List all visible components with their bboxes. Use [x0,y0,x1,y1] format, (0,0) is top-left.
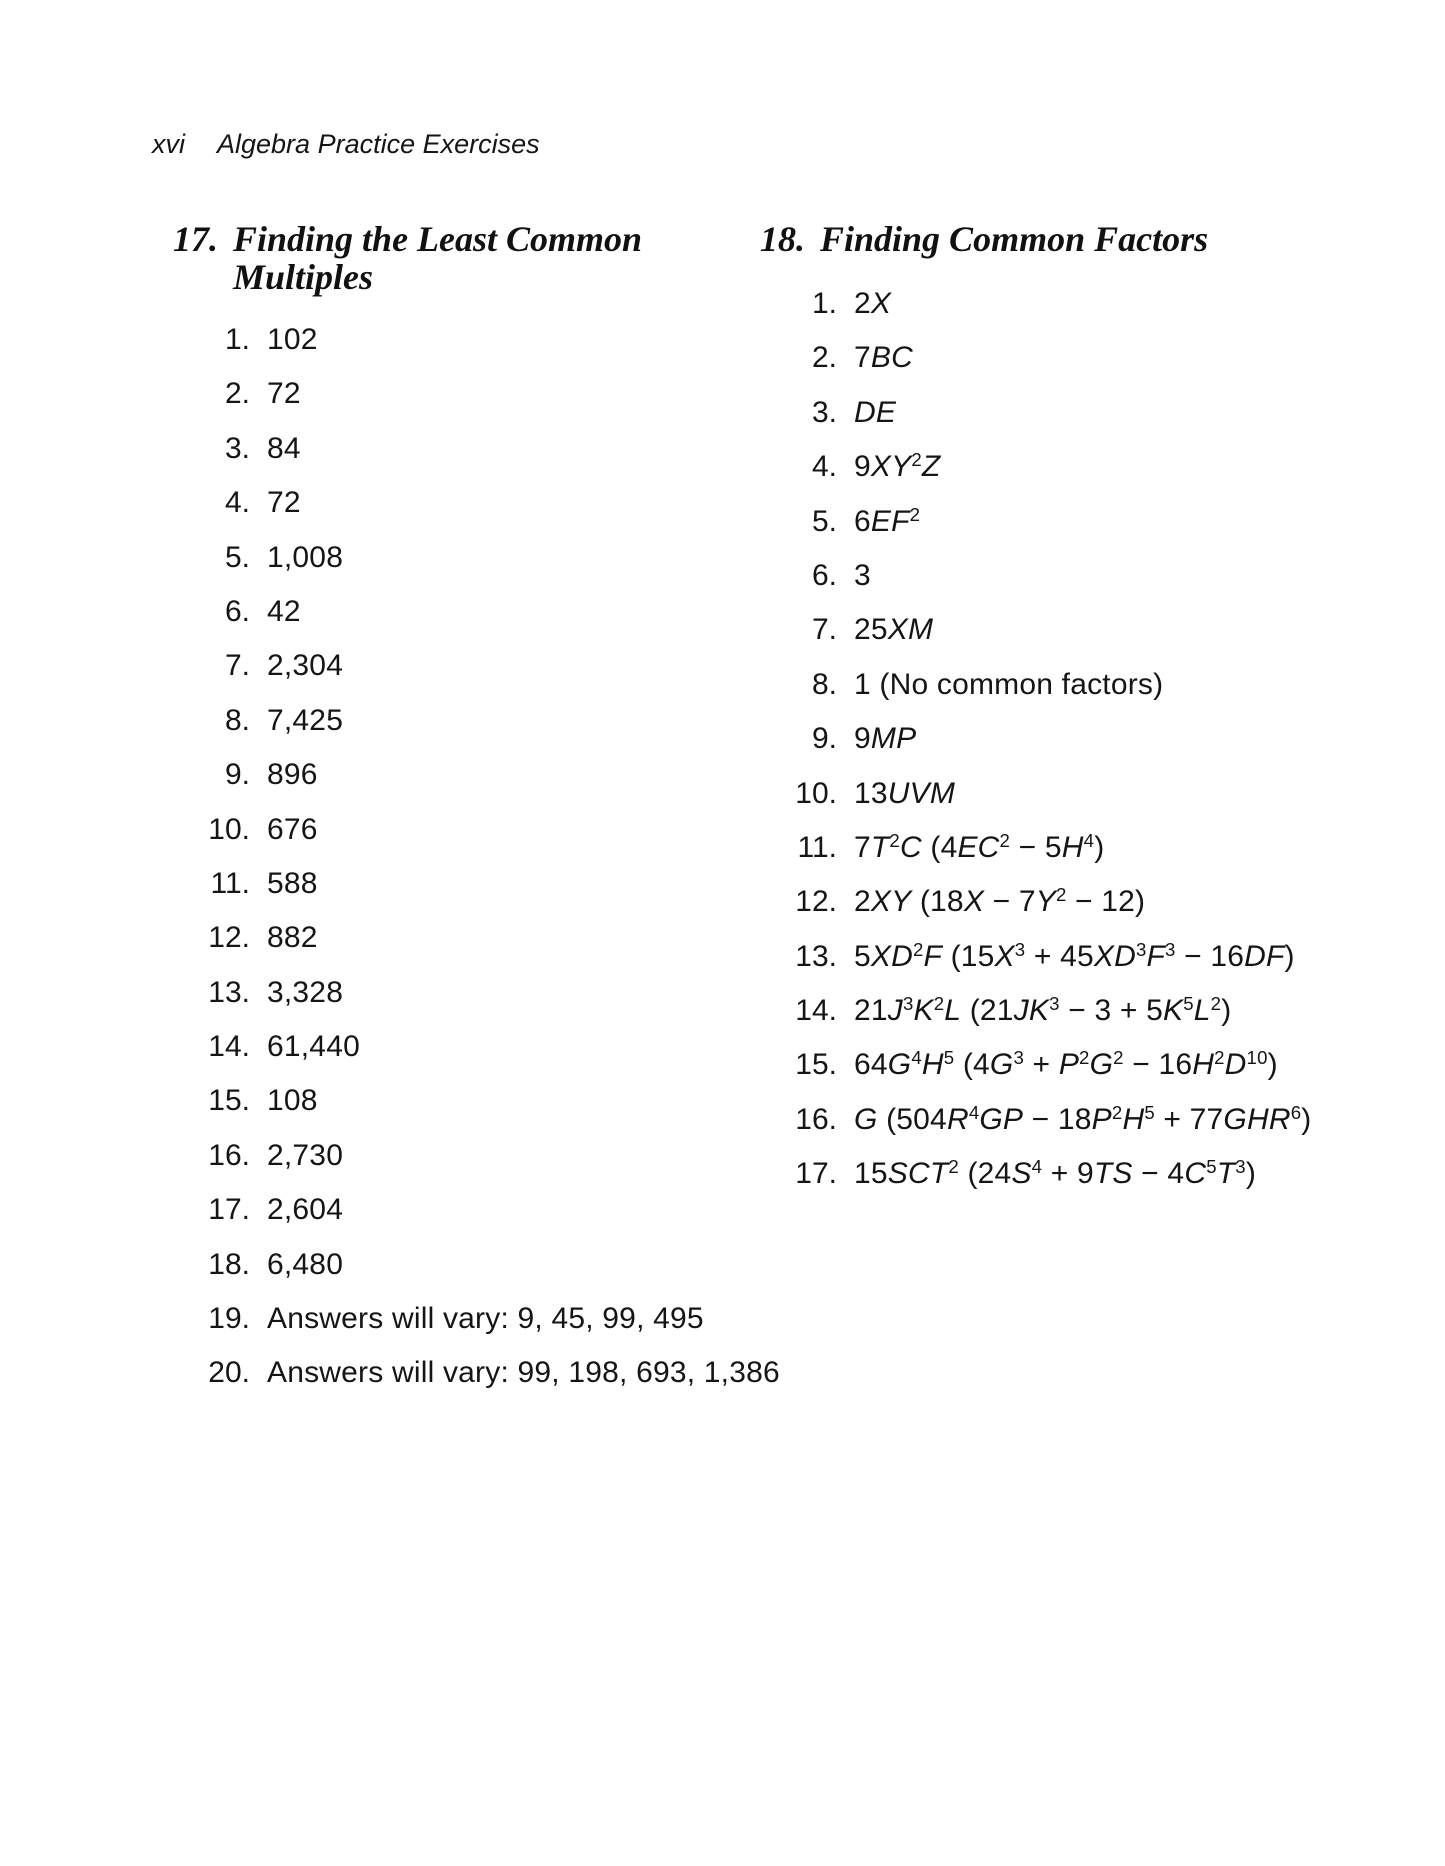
text: ) [1094,830,1105,864]
item-answer [854,984,1231,1038]
item-number: 1. [224,323,250,356]
answer-item [757,1093,1311,1147]
text: 61,440 [267,1030,360,1064]
running-head [152,130,540,160]
answer-item [757,821,1311,875]
variable: L [1193,994,1211,1028]
text: (4 [921,830,958,864]
variable: EF [870,504,910,538]
exponent: 3 [1049,992,1060,1014]
variable: K [1163,994,1184,1028]
exponent: 2 [889,829,900,851]
text: + 9 [1042,1157,1094,1191]
answer-item [757,331,1311,385]
item-answer [267,531,343,585]
text: Answers will vary: 9, 45, 99, 495 [267,1302,704,1336]
text: − 16 [1123,1048,1193,1082]
text: 42 [267,594,301,628]
item-number: 18. [208,1247,250,1281]
text: 882 [267,921,318,955]
text: − 18 [1023,1102,1092,1136]
answer-item [757,712,1311,766]
item-number: 12. [795,885,837,919]
text: + 77 [1154,1102,1224,1136]
item-answer [854,930,1295,984]
text: (21 [961,994,1014,1028]
item-answer [267,476,301,530]
text: 72 [267,377,301,411]
item-answer [854,712,916,766]
variable: TS [1093,1157,1133,1191]
text: ) [1245,1157,1257,1191]
answer-item [170,857,780,911]
item-answer [267,1292,704,1346]
item-number: 16. [795,1102,837,1136]
variable: C [1184,1157,1207,1191]
text: Answers will vary: 99, 198, 693, 1,386 [267,1356,780,1390]
section-17-heading [173,220,703,296]
text: (504 [877,1102,947,1136]
item-number: 16. [208,1138,250,1172]
item-answer [267,1183,343,1237]
variable: EC [957,830,1000,864]
answer-item [170,422,780,476]
item-number: 14. [795,994,837,1028]
section-title: Finding the Least Common Multiples [233,219,643,297]
text: 102 [267,323,318,356]
text: 13 [854,776,888,810]
item-answer [854,549,871,603]
book-title: Algebra Practice Exercises [217,129,540,159]
item-answer [854,1147,1256,1201]
answer-item [170,966,780,1020]
variable: D [1224,1048,1247,1082]
text: 6 [854,504,871,538]
item-answer [854,277,891,331]
item-answer [267,966,343,1020]
item-answer [267,422,301,476]
exponent: 6 [1290,1101,1302,1123]
answer-item [170,1183,780,1237]
item-number: 3. [811,395,837,429]
section-number: 17. [173,219,218,259]
item-number: 10. [208,812,250,846]
answer-item [757,1147,1311,1201]
variable: BC [870,341,913,375]
variable: H [1061,830,1084,864]
item-number: 14. [208,1030,250,1064]
text: ) [1267,1048,1278,1082]
variable: C [899,830,922,864]
variable: SCT [887,1157,949,1191]
item-number: 7. [811,613,837,647]
text: 5 [854,939,871,973]
variable: X [963,885,985,919]
text: 15 [854,1157,888,1191]
item-answer [854,603,933,657]
exponent: 4 [1083,829,1095,851]
answer-item [757,875,1311,929]
item-number: 6. [224,594,250,628]
item-number: 7. [224,649,250,683]
variable: T [1216,1157,1236,1191]
answer-item [170,1292,780,1346]
exponent: 3 [1235,1156,1246,1178]
answer-item [170,911,780,965]
answer-item [170,585,780,639]
exponent: 2 [909,503,921,525]
answer-item [170,1074,780,1128]
answer-item [170,531,780,585]
item-answer [854,440,940,494]
answer-item [170,694,780,748]
exponent: 3 [1013,1047,1025,1069]
item-answer [854,875,1145,929]
item-answer [267,857,318,911]
exponent: 5 [1206,1156,1217,1178]
text: ) [1221,994,1232,1028]
text: 2 [854,287,871,320]
item-answer [267,313,318,367]
answer-list-17 [170,313,780,1401]
variable: X [994,939,1015,973]
variable: Y [1035,885,1056,919]
text: 7 [854,341,871,375]
item-answer [267,1238,343,1292]
variable: H [1122,1102,1145,1136]
text: ) [1301,1102,1312,1136]
item-number: 9. [224,758,250,792]
exponent: 2 [1214,1047,1225,1069]
item-answer [267,911,318,965]
item-answer [267,694,343,748]
text: (24 [958,1157,1012,1191]
item-answer [854,1093,1311,1147]
text: 84 [267,431,301,465]
item-number: 11. [797,830,837,864]
item-answer [854,331,913,385]
variable: F [1146,939,1166,973]
answer-item [757,1038,1311,1092]
exponent: 3 [1165,938,1176,960]
variable: R [946,1102,969,1136]
item-number: 11. [210,866,250,900]
variable: DF [1244,939,1285,973]
item-answer [854,767,955,821]
item-answer [854,658,1163,712]
exponent: 2 [1113,1047,1124,1069]
item-answer [854,495,920,549]
text: + 45 [1025,939,1094,973]
answer-item [170,1346,780,1400]
section-number: 18. [760,219,805,259]
variable: G [854,1102,878,1136]
variable: H [921,1048,944,1082]
exponent: 5 [943,1047,955,1069]
item-answer [267,748,318,802]
text: − 16 [1175,939,1245,973]
item-answer [267,639,343,693]
exponent: 3 [1014,938,1026,960]
exponent: 2 [948,1156,959,1178]
exponent: 4 [968,1101,980,1123]
exponent: 2 [1079,1047,1090,1069]
item-number: 5. [224,540,250,574]
text: (15 [942,939,995,973]
text: 21 [854,994,888,1028]
item-number: 15. [208,1084,250,1118]
exponent: 2 [933,992,945,1014]
variable: XD [1093,939,1136,973]
item-number: 15. [795,1048,837,1082]
item-answer [267,1074,318,1128]
answer-item [170,313,780,367]
text: − 3 + 5 [1059,994,1164,1028]
variable: MP [870,722,917,756]
variable: XY [870,885,912,919]
answer-item [757,603,1311,657]
text: − 12) [1066,885,1146,919]
item-number: 2. [811,341,837,375]
item-answer [267,1346,780,1400]
answer-item [170,1020,780,1074]
item-answer [267,803,318,857]
item-number: 17. [795,1157,837,1191]
item-number: 8. [224,703,250,737]
exponent: 2 [999,829,1011,851]
answer-item [170,748,780,802]
answer-item [170,1238,780,1292]
exponent: 5 [1144,1101,1155,1123]
answer-item [757,930,1311,984]
variable: P [1091,1102,1112,1136]
variable: G [887,1048,912,1082]
exponent: 2 [911,448,922,470]
item-answer [267,367,301,421]
text: ) [1284,939,1295,973]
answer-item [757,440,1311,494]
variable: GHR [1223,1102,1291,1136]
variable: XY [870,450,912,484]
variable: UVM [887,776,956,810]
variable: P [1058,1048,1080,1082]
item-number: 3. [224,431,250,465]
variable: H [1192,1048,1215,1082]
text: (18 [911,885,964,919]
answer-item [170,367,780,421]
variable: GP [979,1102,1024,1136]
variable: K [913,994,934,1028]
item-answer [267,1020,360,1074]
item-number: 9. [811,722,837,756]
text: 896 [267,758,318,792]
exponent: 3 [1135,938,1147,960]
text: 9 [854,450,871,484]
item-number: 13. [208,975,250,1009]
text: 25 [854,613,888,647]
text: 3 [854,558,871,592]
text: 2,304 [267,649,344,683]
text: 7 [854,830,871,864]
section-title: Finding Common Factors [820,219,1209,259]
variable: J [887,994,903,1028]
text: 676 [267,812,318,846]
variable: XD [870,939,913,973]
variable: XM [887,613,934,647]
answer-item [757,386,1311,440]
item-number: 20. [208,1356,250,1390]
text: 9 [854,722,871,756]
answer-item [757,658,1311,712]
item-number: 5. [811,504,837,538]
exponent: 4 [1031,1156,1043,1178]
item-number: 1. [811,287,837,320]
text: − 7 [984,885,1036,919]
text: (4 [954,1048,990,1082]
variable: DE [854,395,897,429]
exponent: 4 [911,1047,922,1069]
variable: T [870,830,890,864]
item-answer [854,1038,1278,1092]
item-number: 17. [208,1193,250,1227]
variable: G [989,1048,1014,1082]
answer-item [170,639,780,693]
text: 6,480 [267,1247,344,1281]
answer-item [757,549,1311,603]
item-number: 2. [224,377,250,411]
answer-item [757,277,1311,331]
text: 2,604 [267,1193,344,1227]
variable: JK [1013,994,1050,1028]
variable: F [923,939,943,973]
exponent: 5 [1183,992,1194,1014]
text: 72 [267,486,301,520]
answer-item [757,495,1311,549]
exponent: 3 [902,992,914,1014]
exponent: 2 [1111,1101,1123,1123]
text: 3,328 [267,975,344,1009]
exponent: 2 [912,938,924,960]
text: − 4 [1132,1157,1185,1191]
answer-list-18 [757,277,1311,1202]
text: − 5 [1010,830,1062,864]
page-number: xvi [152,129,185,159]
exponent: 2 [1210,992,1222,1014]
item-number: 4. [224,486,250,520]
variable: S [1011,1157,1032,1191]
text: 1 (No common factors) [854,667,1164,701]
answer-item [757,767,1311,821]
item-number: 8. [811,667,837,701]
text: 108 [267,1084,318,1118]
text: 2,730 [267,1138,344,1172]
item-answer [854,821,1104,875]
item-number: 12. [208,921,250,955]
answer-item [757,984,1311,1038]
exponent: 2 [1055,884,1067,906]
answer-item [170,1129,780,1183]
answer-item [170,476,780,530]
text: 2 [854,885,871,919]
variable: Z [921,450,941,484]
exponent: 10 [1246,1047,1268,1069]
section-18-heading [760,220,1290,258]
variable: X [870,287,892,320]
item-answer [267,585,301,639]
text: 64 [854,1048,888,1082]
variable: G [1089,1048,1114,1082]
text: 7,425 [267,703,344,737]
text: 588 [267,866,318,900]
item-answer [854,386,896,440]
item-number: 19. [208,1302,250,1336]
text: + [1024,1048,1059,1082]
answer-item [170,803,780,857]
item-number: 4. [811,450,837,484]
item-number: 10. [795,776,837,810]
item-answer [267,1129,343,1183]
text: 1,008 [267,540,344,574]
item-number: 6. [811,558,837,592]
item-number: 13. [795,939,837,973]
variable: L [944,994,962,1028]
